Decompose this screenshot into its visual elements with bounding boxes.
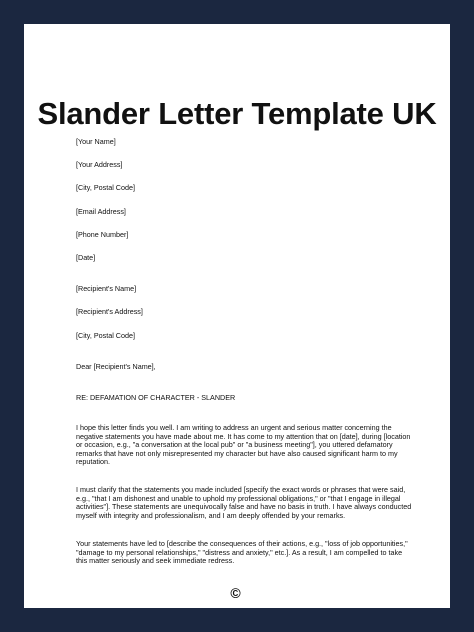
copyright-icon: © — [230, 585, 241, 601]
recipient-address: [Recipient's Address] — [76, 307, 143, 316]
paragraph-line: Your statements have led to [describe the consequences of their actions, e.g., "loss of job opportunities," — [76, 539, 408, 548]
paragraph-line: activities"]. These statements are unequivocally false and have no basis in truth. I have always conducted — [76, 502, 412, 512]
paragraph-line: "damage to my personal relationships," "distress and anxiety," etc.]. As a result, I am compelled to take — [76, 547, 403, 557]
paragraph-line: e.g., "that I am dishonest and unable to uphold my professional obligations," or "that I engage in illegal — [76, 493, 401, 503]
recipient-name: [Recipient's Name] — [76, 284, 137, 293]
paragraph-line: or occasion, e.g., "a conversation at the local pub" or "a business meeting"], you uttered defamatory — [76, 440, 393, 450]
paragraph-line: I must clarify that the statements you made included [specify the exact words or phrases that were said, — [76, 485, 406, 494]
salutation: Dear [Recipient's Name], — [76, 362, 156, 371]
sender-email: [Email Address] — [76, 207, 126, 216]
paragraph-line: reputation. — [76, 457, 110, 467]
sender-address: [Your Address] — [76, 160, 123, 169]
sender-city: [City, Postal Code] — [76, 183, 135, 192]
paragraph-line: I hope this letter finds you well. I am writing to address an urgent and serious matter concerning the — [76, 423, 392, 432]
paragraph-line: remarks that have not only misrepresented my character but have also caused significant harm to my — [76, 448, 398, 458]
letter-date: [Date] — [76, 253, 96, 262]
subject-line: RE: DEFAMATION OF CHARACTER - SLANDER — [76, 393, 236, 402]
sender-phone: [Phone Number] — [76, 230, 129, 239]
paragraph-1 — [76, 423, 411, 467]
paragraph-2 — [76, 485, 412, 520]
document-page — [24, 24, 450, 608]
paragraph-line: negative statements you have made about me. It has come to my attention that on [date], during [location — [76, 431, 411, 441]
recipient-city: [City, Postal Code] — [76, 331, 135, 340]
paragraph-3 — [76, 540, 406, 566]
paragraph-line: this matter seriously and seek immediate redress. — [76, 556, 235, 566]
document-title: Slander Letter Template UK — [37, 96, 437, 131]
sender-name: [Your Name] — [76, 137, 116, 146]
paragraph-line: myself with integrity and professionalism, and I am deeply offended by your remarks. — [76, 510, 346, 520]
